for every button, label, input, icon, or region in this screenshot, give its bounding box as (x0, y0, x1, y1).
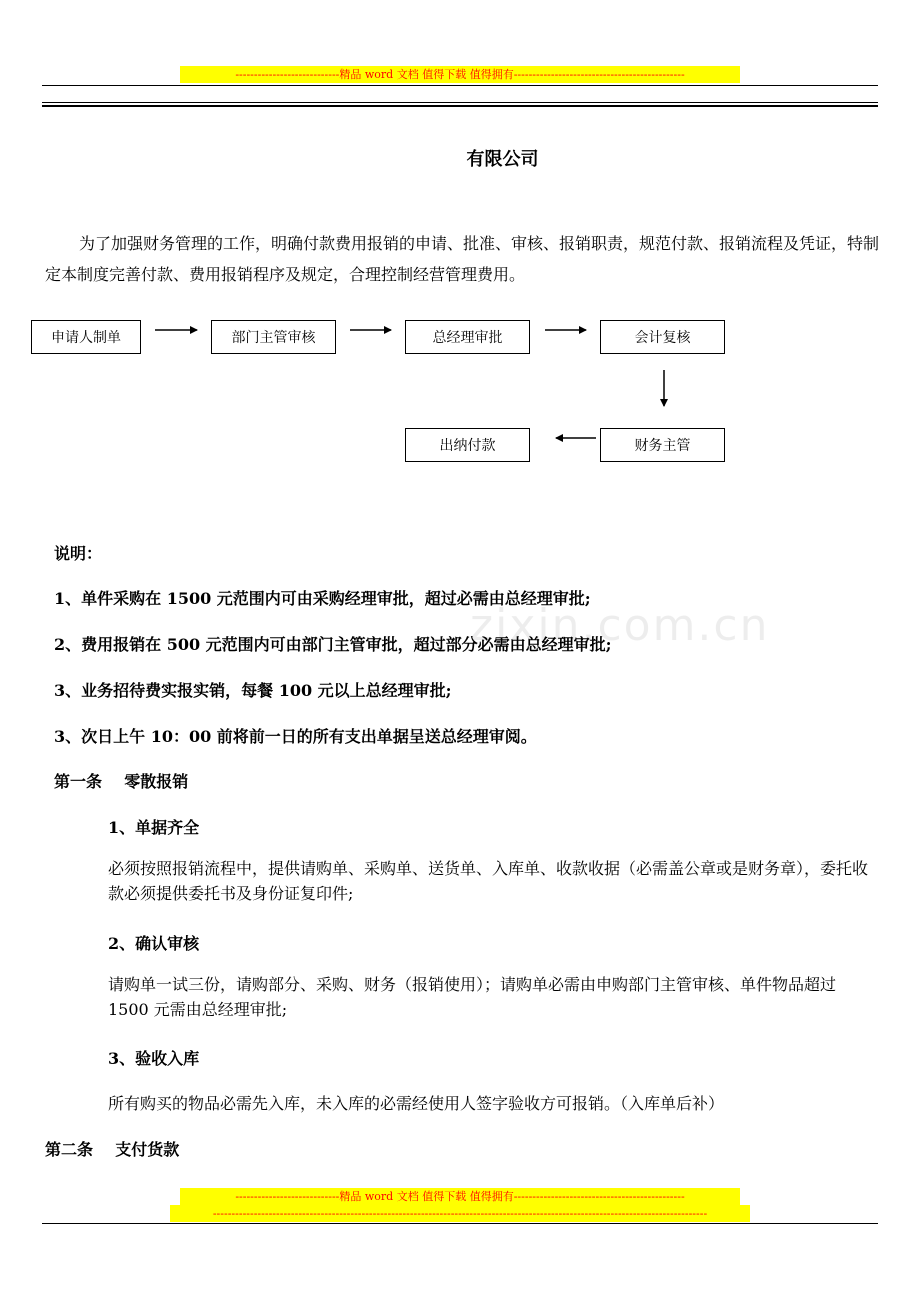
article1-s3-body: 所有购买的物品必需先入库，未入库的必需经使用人签字验收方可报销。（入库单后补） (108, 1094, 725, 1113)
note-item-1: 1、单件采购在 1500 元范围内可由采购经理审批，超过必需由总经理审批; (54, 589, 591, 608)
footer-banner: ----------------------------精品 word 文档 值得下载 值得拥有---------------------------------------------- (180, 1188, 740, 1205)
article1-s1-title: 1、单据齐全 (108, 818, 200, 837)
article2-heading: 第二条 支付货款 (45, 1140, 180, 1159)
footer-rule (42, 1223, 878, 1224)
article1-heading: 第一条 零散报销 (54, 772, 189, 791)
footer-banner-dashes: ------------------------------------------------------------------------------------------------------------------------------------- (170, 1205, 750, 1222)
note-item-2: 2、费用报销在 500 元范围内可由部门主管审批，超过部分必需由总经理审批; (54, 635, 612, 654)
flow-step-dept-manager: 部门主管审核 (211, 320, 336, 354)
note-item-4: 3、次日上午 10：00 前将前一日的所有支出单据呈送总经理审阅。 (54, 727, 537, 746)
header-banner: ----------------------------精品 word 文档 值得下载 值得拥有---------------------------------------------- (180, 66, 740, 83)
notes-heading: 说明： (54, 544, 103, 563)
article1-s1-body: 必须按照报销流程中，提供请购单、采购单、送货单、入库单、收款收据（必需盖公章或是财务章），委托收款必须提供委托书及身份证复印件; (108, 859, 869, 903)
flow-step-accounting-review: 会计复核 (600, 320, 725, 354)
intro-paragraph: 为了加强财务管理的工作，明确付款费用报销的申请、批准、审核、报销职责，规范付款、报销流程及凭证，特制定本制度完善付款、费用报销程序及规定，合理控制经营管理费用。 (45, 234, 880, 284)
flow-step-cashier-payment: 出纳付款 (405, 428, 530, 462)
watermark: zixin.com.cn (470, 600, 770, 651)
flow-arrows (0, 0, 920, 520)
article1-s3-title: 3、验收入库 (108, 1049, 200, 1068)
flow-step-general-manager: 总经理审批 (405, 320, 530, 354)
article1-s2-body: 请购单一试三份，请购部分、采购、财务（报销使用）；请购单必需由申购部门主管审核、单件物品超过 1500 元需由总经理审批; (108, 975, 837, 1019)
article1-s2-title: 2、确认审核 (108, 934, 200, 953)
document-title: 有限公司 (466, 149, 539, 170)
flow-step-applicant: 申请人制单 (31, 320, 141, 354)
note-item-3: 3、业务招待费实报实销，每餐 100 元以上总经理审批; (54, 681, 452, 700)
flow-step-finance-supervisor: 财务主管 (600, 428, 725, 462)
